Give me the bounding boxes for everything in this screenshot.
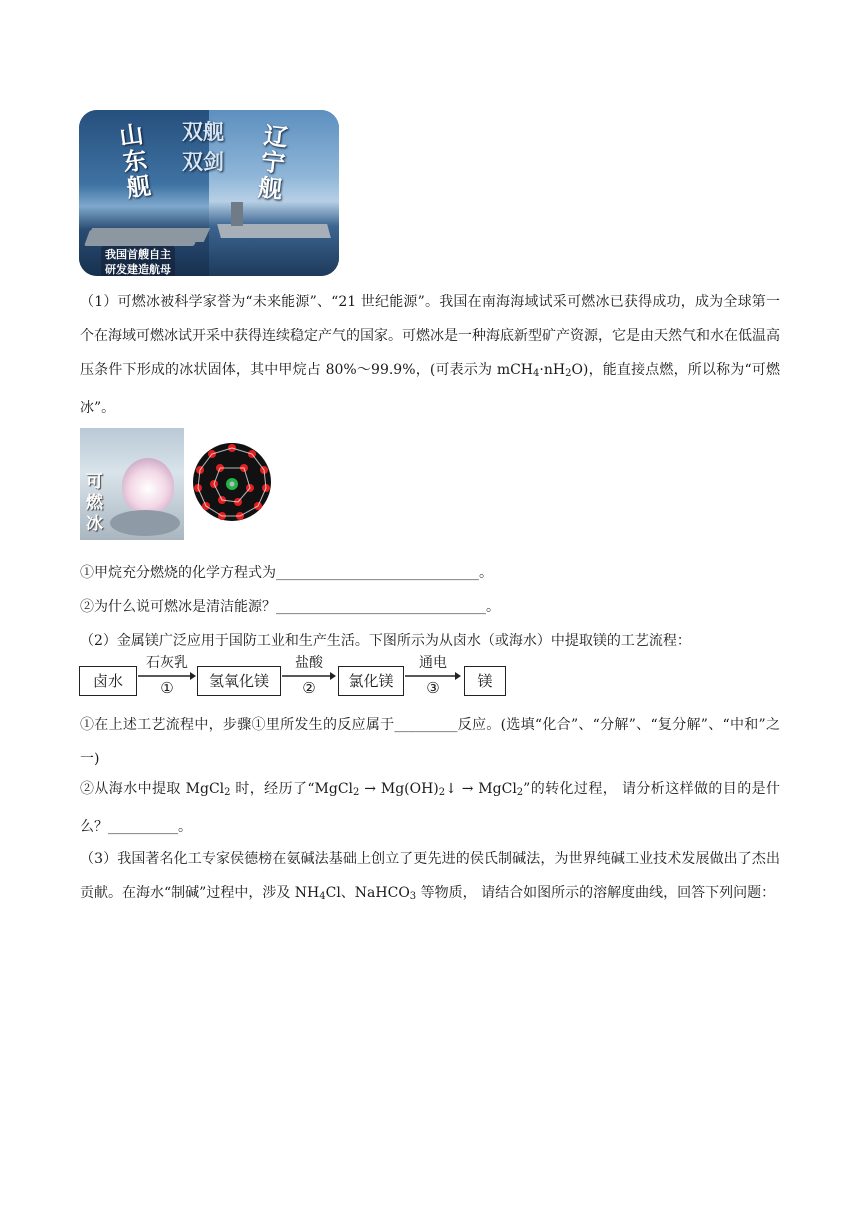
carrier-right-title: 辽宁舰	[256, 121, 290, 204]
carrier-caption-line2: 研发建造航母	[105, 263, 171, 276]
q3-intro: （3）我国著名化工专家侯德榜在氨碱法基础上创立了更先进的侯氏制碱法，为世界纯碱工业技术发展做出了杰出贡献。在海水“制碱”过程中，涉及 $NH_4Cl$、NaHCO$_3$ 等物质， 请结合如图所示的溶解度曲线，回答下列问题：	[80, 851, 780, 902]
flow-box-magnesium-chloride: 氯化镁	[338, 666, 404, 696]
magnesium-process-flowchart	[79, 657, 509, 701]
flow-arrow-1-label: 石灰乳	[146, 655, 188, 671]
flow-arrow-3-label: 通电	[419, 655, 447, 671]
flow-box-brine: 卤水	[79, 666, 137, 696]
carrier-right-deck	[217, 224, 331, 238]
q2-question-a: ①在上述工艺流程中，步骤①里所发生的反应属于_________反应。(选填“化合”、“分解”、“复分解”、“中和”之一)	[80, 717, 780, 767]
carrier-middle-title-2: 双剑	[182, 150, 224, 174]
ice-dish	[110, 510, 180, 536]
flow-arrow-2-step: ②	[302, 679, 316, 697]
combustible-ice-label: 可燃冰	[86, 472, 103, 534]
flow-arrow-2	[282, 657, 336, 701]
q1-question-b: ②为什么说可燃冰是清洁能源？______________________________。	[80, 599, 500, 615]
flow-arrow-1-step: ①	[160, 679, 174, 697]
combustible-ice-photo	[80, 428, 184, 540]
combustible-ice-image	[80, 428, 272, 540]
carrier-right-tower	[231, 202, 243, 226]
aircraft-carrier-image	[79, 110, 339, 276]
q1-intro: （1）可燃冰被科学家誉为“未来能源”、“21 世纪能源”。我国在南海海域试采可燃冰已获得成功，成为全球第一个在海域可燃冰试开采中获得连续稳定产气的国家。可燃冰是一种海底新型矿产资源，它是由天然气和水在低温高压条件下形成的冰状固体，其中甲烷占 80%～99.9%，(可表示为 $mCH_4\cdot nH_2O$)，能直接点燃，所以称为“可燃冰”。	[80, 294, 780, 416]
flow-box-magnesium-hydroxide: 氢氧化镁	[197, 666, 281, 696]
q1-question-a: ①甲烷充分燃烧的化学方程式为_____________________________。	[80, 565, 493, 581]
flow-arrow-2-label: 盐酸	[295, 655, 323, 671]
carrier-left-deck	[86, 228, 211, 242]
carrier-middle-title-1: 双舰	[182, 120, 224, 144]
q2-question-b: ②从海水中提取 MgCl$_2$ 时，经历了“MgCl$_2$ → $Mg(OH)_2↓$ → MgCl$_2$”的转化过程， 请分析这样做的目的是什么？__________。	[80, 781, 781, 835]
carrier-caption	[101, 246, 175, 276]
ice-flame	[122, 458, 174, 514]
carrier-caption-line1: 我国首艘自主	[105, 248, 171, 261]
flow-arrow-3	[405, 657, 461, 701]
molecule-cage-icon	[192, 442, 272, 522]
flow-box-magnesium: 镁	[464, 666, 506, 696]
q2-intro: （2）金属镁广泛应用于国防工业和生产生活。下图所示为从卤水（或海水）中提取镁的工艺流程：	[80, 633, 691, 649]
flow-arrow-1	[138, 657, 196, 701]
flow-arrow-3-step: ③	[426, 679, 440, 697]
carrier-left-title: 山东舰	[117, 119, 153, 203]
